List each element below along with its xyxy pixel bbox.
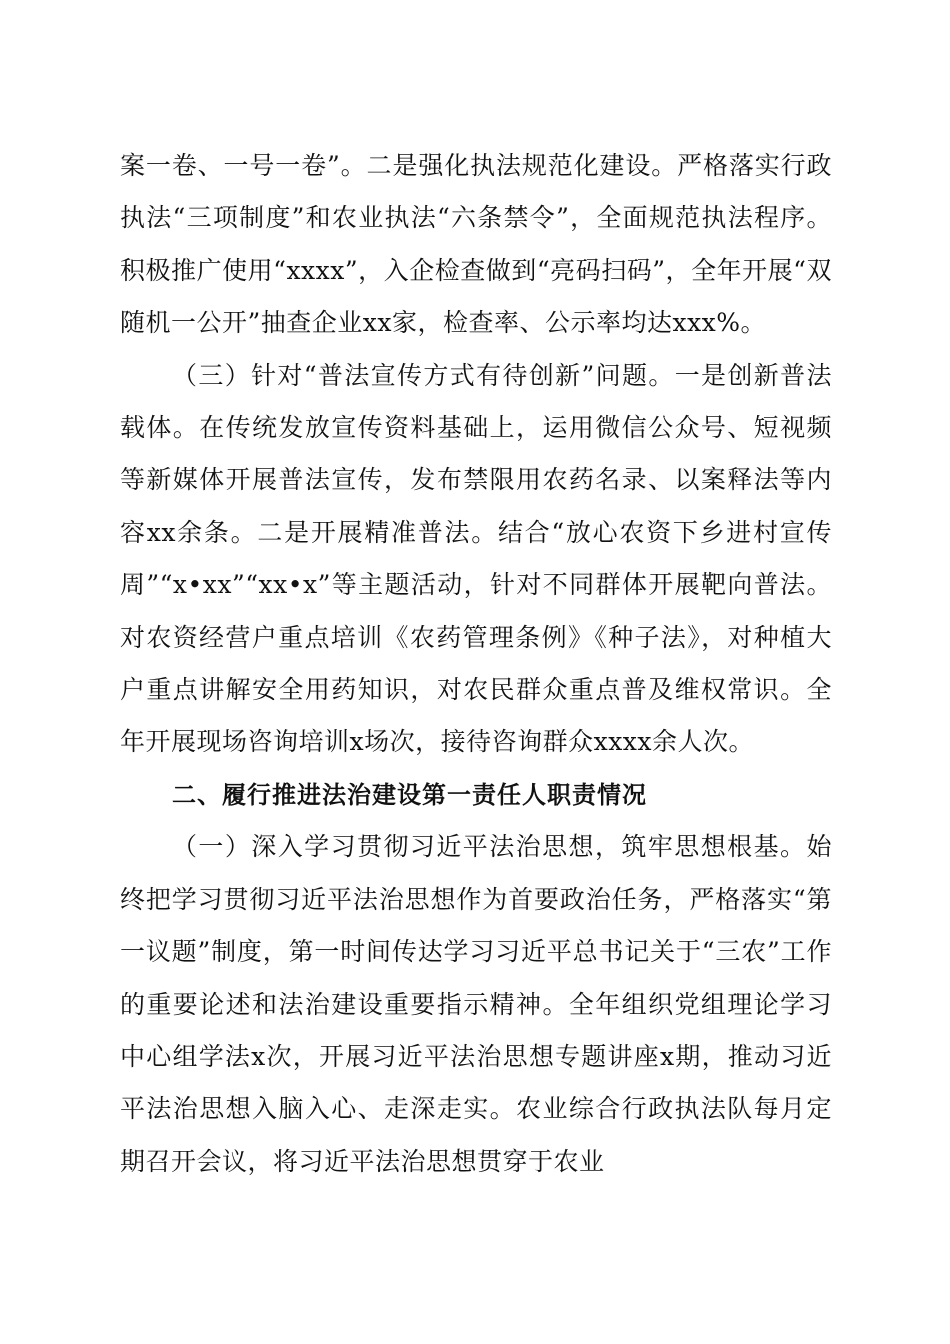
paragraph-study-rule-of-law-thought: （一）深入学习贯彻习近平法治思想，筑牢思想根基。始终把学习贯彻习近平法治思想作为首要政治任务，严格落实“第一议题”制度，第一时间传达学习习近平总书记关于“三农”工作的重要论述和法治建设重要指示精神。全年组织党组理论学习中心组学法x次，开展习近平法治思想专题讲座x期，推动习近平法治思想入脑入心、走深走实。农业综合行政执法队每月定期召开会议，将习近平法治思想贯穿于农业 [120,832,832,1176]
paragraph-enforcement-standardization: 案一卷、一号一卷”。二是强化执法规范化建设。严格落实行政执法“三项制度”和农业执法“六条禁令”，全面规范执法程序。积极推广使用“xxxx”，入企检查做到“亮码扫码”，全年开展“双随机一公开”抽查企业xx家，检查率、公示率均达xxx%。 [120,151,832,338]
section-heading-first-responsible-person: 二、履行推进法治建设第一责任人职责情况 [172,780,647,809]
document-body [120,140,832,1188]
paragraph-legal-publicity-innovation: （三）针对“普法宣传方式有待创新”问题。一是创新普法载体。在传统发放宣传资料基础上，运用微信公众号、短视频等新媒体开展普法宣传，发布禁限用农药名录、以案释法等内容xx余条。二是开展精准普法。结合“放心农资下乡进村宣传周”“x•xx”“xx•x”等主题活动，针对不同群体开展靶向普法。对农资经营户重点培训《农药管理条例》《种子法》，对种植大户重点讲解安全用药知识，对农民群众重点普及维权常识。全年开展现场咨询培训x场次，接待咨询群众xxxx余人次。 [120,360,832,757]
